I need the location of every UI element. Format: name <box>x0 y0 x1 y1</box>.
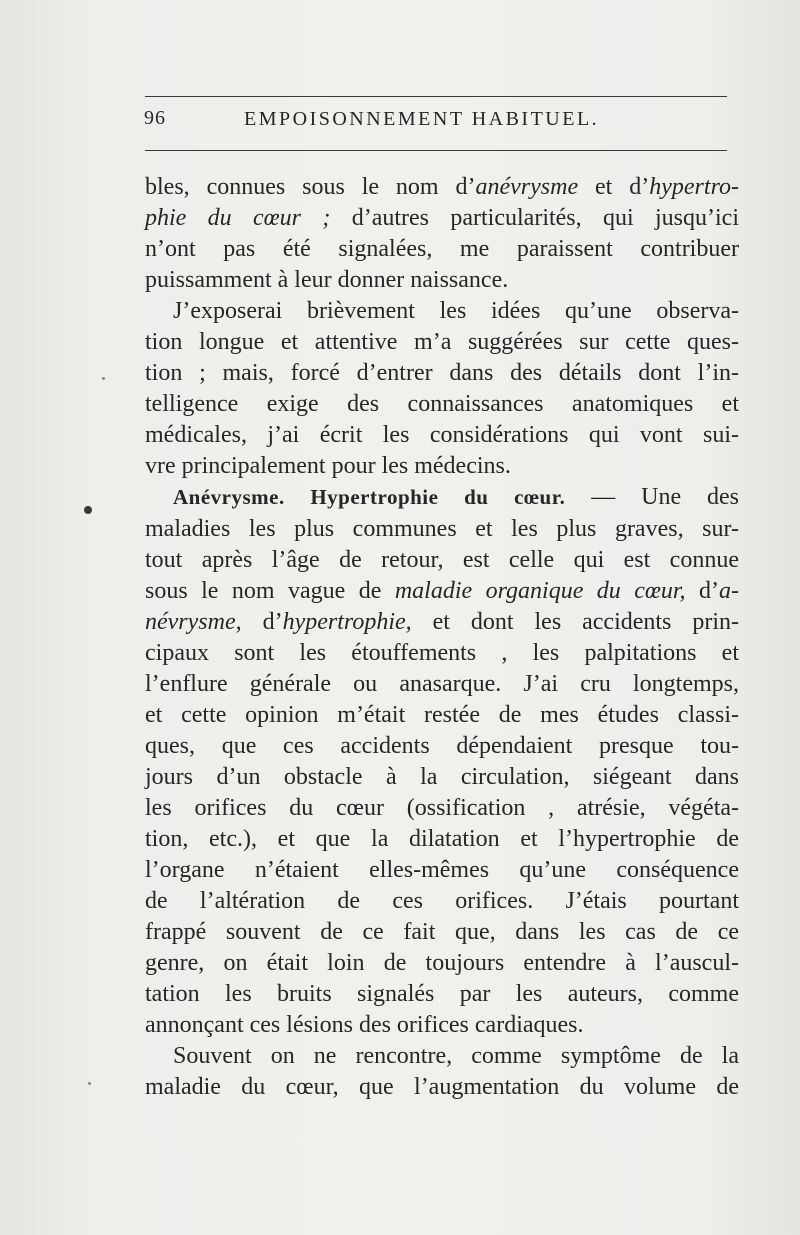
text-line <box>145 420 739 451</box>
italic-term: phie du cœur ; <box>145 205 331 232</box>
text-line <box>145 234 739 265</box>
text-run: médicales, j’ai écrit les considérations qui vont sui- <box>145 422 739 449</box>
text-line <box>145 793 739 824</box>
text-line <box>145 917 739 948</box>
ink-speck <box>88 1082 91 1085</box>
italic-term: névrysme, <box>145 608 242 635</box>
text-run: n’ont pas été signalées, me paraissent contribuer <box>145 236 739 263</box>
text-run: sous le nom vague de <box>145 577 395 604</box>
text-line <box>145 731 739 762</box>
text-line <box>145 451 739 482</box>
text-run: d’ <box>685 577 719 604</box>
text-line <box>145 638 739 669</box>
text-run: et d’ <box>578 174 650 200</box>
text-run: tout après l’âge de retour, est celle qui est connue <box>145 546 739 573</box>
text-line <box>145 855 739 886</box>
ink-speck <box>102 377 105 380</box>
text-run: tion longue et attentive m’a suggérées sur cette ques- <box>145 329 739 356</box>
text-line <box>145 358 739 389</box>
text-run: tion, etc.), et que la dilatation et l’hypertrophie de <box>145 825 739 852</box>
text-run: ques, que ces accidents dépendaient presque tou- <box>145 732 739 759</box>
text-line <box>145 327 739 358</box>
text-run: annonçant ces lésions des orifices cardiaques. <box>145 1012 584 1039</box>
header-rule-top <box>145 96 727 97</box>
text-line <box>145 576 739 607</box>
paragraph <box>145 296 739 482</box>
margin-bullet-mark <box>84 506 92 514</box>
text-line <box>145 700 739 731</box>
italic-term: hypertro- <box>649 174 740 200</box>
text-run: cipaux sont les étouffements , les palpitations et <box>145 639 739 666</box>
text-run: puissamment à leur donner naissance. <box>145 267 509 294</box>
text-line <box>145 265 739 296</box>
text-line <box>145 482 739 513</box>
italic-term: maladie organique du cœur, <box>394 577 686 604</box>
text-line <box>145 1010 739 1041</box>
text-run: — Une des <box>565 484 740 511</box>
text-line <box>145 1072 739 1103</box>
italic-term: anévrysme <box>475 174 579 200</box>
text-run: J’exposerai brièvement les idées qu’une observa- <box>173 298 739 325</box>
text-run: maladies les plus communes et les plus graves, sur- <box>145 515 739 542</box>
text-run: jours d’un obstacle à la circulation, siégeant dans <box>145 763 739 790</box>
page-number: 96 <box>144 107 166 129</box>
italic-term: hypertrophie, <box>282 608 412 635</box>
text-line <box>145 948 739 979</box>
paragraph <box>145 1041 739 1103</box>
text-line <box>145 979 739 1010</box>
text-run: tion ; mais, forcé d’entrer dans des détails dont l’in- <box>145 360 739 387</box>
text-line <box>145 172 739 203</box>
text-run: d’ <box>241 608 283 635</box>
text-run: et cette opinion m’était restée de mes études classi- <box>145 701 739 728</box>
text-line <box>145 296 739 327</box>
running-header <box>140 105 734 141</box>
text-run: frappé souvent de ce fait que, dans les cas de ce <box>145 919 739 946</box>
paragraph <box>145 172 739 296</box>
text-run: l’organe n’étaient elles-mêmes qu’une conséquence <box>145 857 739 884</box>
paragraph <box>145 482 739 1041</box>
text-line <box>145 607 739 638</box>
text-run: maladie du cœur, que l’augmentation du volume de <box>145 1074 739 1101</box>
text-run: Souvent on ne rencontre, comme symptôme de la <box>173 1043 739 1070</box>
text-line <box>145 669 739 700</box>
italic-term: a- <box>719 577 739 604</box>
text-run: l’enflure générale ou anasarque. J’ai cru longtemps, <box>145 670 739 697</box>
text-run: genre, on était loin de toujours entendre à l’auscul- <box>145 950 739 977</box>
text-run: d’autres particularités, qui jusqu’ici <box>330 205 740 232</box>
text-line <box>145 514 739 545</box>
text-run: tation les bruits signalés par les auteurs, comme <box>145 981 739 1008</box>
body-text <box>145 172 739 1103</box>
text-line <box>145 886 739 917</box>
text-run: telligence exige des connaissances anatomiques et <box>145 391 739 418</box>
text-run: bles, connues sous le nom d’ <box>145 174 476 200</box>
text-line <box>145 1041 739 1072</box>
text-line <box>145 203 739 234</box>
text-run: de l’altération de ces orifices. J’étais pourtant <box>145 888 739 915</box>
header-rule-bottom <box>145 150 727 151</box>
running-title: EMPOISONNEMENT HABITUEL. <box>244 108 600 130</box>
text-line <box>145 389 739 420</box>
text-line <box>145 762 739 793</box>
text-run: et dont les accidents prin- <box>411 608 739 635</box>
section-heading: Anévrysme. Hypertrophie du cœur. <box>173 485 566 510</box>
text-run: vre principalement pour les médecins. <box>145 453 511 480</box>
text-line <box>145 545 739 576</box>
text-line <box>145 824 739 855</box>
text-run: les orifices du cœur (ossification , atrésie, végéta- <box>145 794 739 821</box>
